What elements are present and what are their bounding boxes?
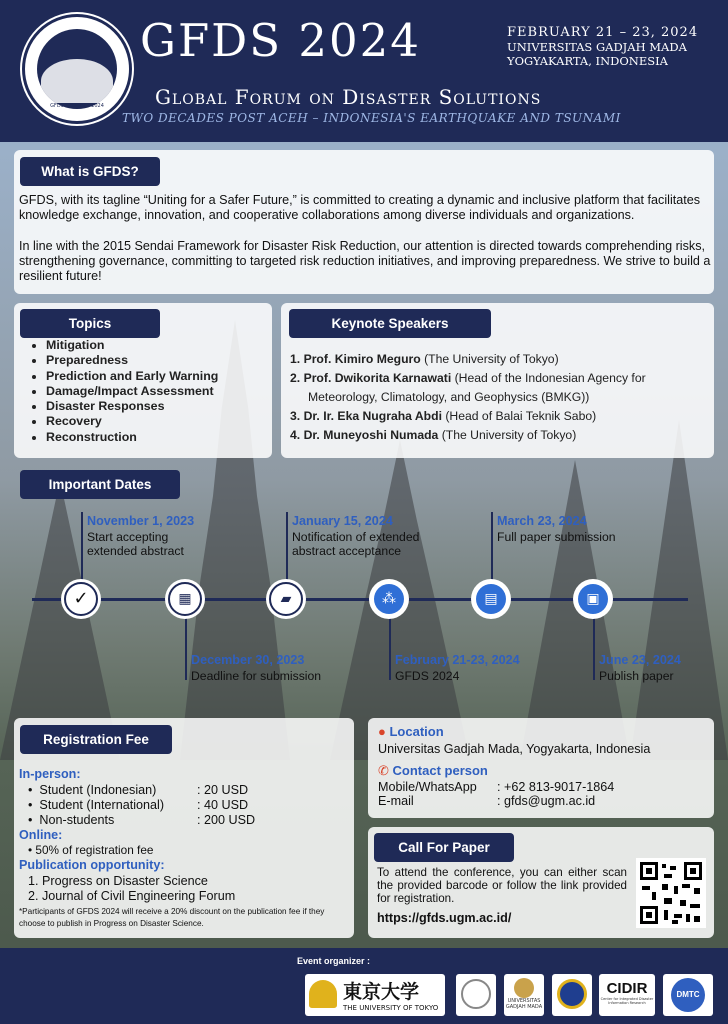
- pub-label-text: Publication opportunity:: [19, 858, 165, 872]
- logo-caption: GFDS Indonesia 2024: [50, 103, 104, 109]
- speaker-name: Prof. Dwikorita Karnawati: [303, 371, 452, 385]
- contact-heading: Contact person: [392, 763, 488, 778]
- tagline: TWO DECADES POST ACEH – INDONESIA'S EARTHQUAKE AND TSUNAMI: [122, 111, 621, 125]
- university-seal-icon: [461, 979, 491, 1009]
- ugm-name: UNIVERSITAS GADJAH MADA: [505, 998, 543, 1010]
- cfp-heading: Call For Paper: [374, 833, 514, 862]
- qr-code-graphic: [636, 858, 706, 928]
- topics-list: [30, 338, 218, 445]
- speakers-list: [290, 350, 715, 445]
- speaker-name: Dr. Muneyoshi Numada: [303, 428, 439, 442]
- tokyo-ginkgo-icon: [309, 980, 337, 1008]
- org-logo-4: [552, 974, 592, 1016]
- fee-value: : 20 USD: [197, 783, 249, 797]
- speaker-name: Dr. Ir. Eka Nugraha Abdi: [303, 409, 442, 423]
- timeline-node: [573, 579, 613, 619]
- fee-value: : 200 USD: [197, 813, 256, 827]
- header-banner: [0, 0, 728, 142]
- speaker-num: 1.: [290, 352, 301, 366]
- timeline-node: [266, 579, 306, 619]
- list-item: [290, 407, 715, 426]
- registration-heading: Registration Fee: [20, 725, 172, 754]
- phone-label: Mobile/WhatsApp: [378, 780, 477, 794]
- timeline-desc: [87, 530, 184, 558]
- location-pin-icon: ●: [378, 724, 386, 739]
- pub-label: [19, 858, 165, 873]
- topics-heading: Topics: [20, 309, 160, 338]
- location-heading: Location: [389, 724, 444, 739]
- timeline-node: [369, 579, 409, 619]
- dmtc-badge-icon: [671, 978, 705, 1012]
- venue-line2: YOGYAKARTA, INDONESIA: [507, 54, 668, 68]
- chat-bubbles-icon: ▰: [269, 582, 303, 616]
- speaker-num: 2.: [290, 371, 301, 385]
- cidir-name: CIDIR: [606, 980, 648, 997]
- fee-row: • Student (International): [28, 798, 165, 812]
- list-item: [290, 369, 715, 407]
- event-date: FEBRUARY 21 – 23, 2024: [507, 25, 699, 40]
- org-logo-tokyo: [305, 974, 445, 1016]
- qr-code[interactable]: [636, 858, 706, 928]
- what-is-para1: GFDS, with its tagline “Uniting for a Safer Future,” is committed to creating a dynamic and inclusive platform that facilitates knowledge exchange, innovation, and cooperative collaborations among diverse individuals and organizations.: [19, 193, 701, 222]
- org-logo-cidir: [599, 974, 655, 1016]
- newspaper-icon: ▤: [476, 584, 506, 614]
- timeline-date: December 30, 2023: [191, 653, 305, 667]
- timeline-date: March 23, 2024: [497, 514, 587, 528]
- fee-label: Student (International): [39, 798, 165, 812]
- list-item: • Preparedness: [46, 353, 218, 368]
- location-text: Universitas Gadjah Mada, Yogyakarta, Indonesia: [378, 742, 651, 756]
- what-is-heading: What is GFDS?: [20, 157, 160, 186]
- list-item: • Prediction and Early Warning: [46, 369, 218, 384]
- pub-item: 1. Progress on Disaster Science: [28, 874, 208, 888]
- org-logo-dmtc: [663, 974, 713, 1016]
- list-item: • Damage/Impact Assessment: [46, 384, 218, 399]
- timeline-date: February 21-23, 2024: [395, 653, 520, 667]
- pub-item: 2. Journal of Civil Engineering Forum: [28, 889, 236, 903]
- timeline-connector: [491, 512, 493, 582]
- timeline-date: January 15, 2024: [292, 514, 393, 528]
- what-is-para2: In line with the 2015 Sendai Framework for Disaster Risk Reduction, our attention is directed towards comprehending risks, strengthening governance, committing to targeted risk reduction initiatives, and improving preparedness. We strive to build a resilient future!: [19, 239, 711, 283]
- fee-row: • Student (Indonesian): [28, 783, 157, 797]
- dmtc-name: DMTC: [676, 990, 700, 999]
- list-item: • Disaster Responses: [46, 399, 218, 414]
- speaker-affil: (Head of the Indonesian Agency for Meteorology, Climatology, and Geophysics (BMKG)): [308, 371, 646, 404]
- email-label: E-mail: [378, 794, 414, 808]
- timeline-node: [61, 579, 101, 619]
- timeline-desc: GFDS 2024: [395, 669, 460, 683]
- online-label: [19, 828, 62, 843]
- email-value: : gfds@ugm.ac.id: [497, 794, 596, 808]
- timeline-connector: [593, 618, 595, 680]
- phone-value: : +62 813-9017-1864: [497, 780, 615, 794]
- list-item: • Recovery: [46, 414, 218, 429]
- page-title: GFDS 2024: [140, 14, 421, 67]
- inperson-label-text: In-person:: [19, 767, 81, 781]
- cfp-text: To attend the conference, you can either scan the provided barcode or follow the link provided for registration.: [377, 866, 627, 905]
- fee-value: : 40 USD: [197, 798, 249, 812]
- page-subtitle: Global Forum on Disaster Solutions: [155, 85, 542, 109]
- fee-row: • Non-students: [28, 813, 115, 827]
- timeline-date: June 23, 2024: [599, 653, 681, 667]
- online-item-text: 50% of registration fee: [35, 843, 154, 857]
- event-dates-venue: [507, 26, 698, 68]
- dates-heading: Important Dates: [20, 470, 180, 499]
- timeline-desc-line: Start accepting: [87, 530, 169, 544]
- contact-heading-row: [378, 763, 488, 778]
- timeline-date: November 1, 2023: [87, 514, 195, 528]
- list-item: [290, 350, 715, 369]
- tokyo-name-en: THE UNIVERSITY OF TOKYO: [343, 1004, 439, 1012]
- venue-line1: UNIVERSITAS GADJAH MADA: [507, 40, 687, 54]
- inperson-label: [19, 767, 81, 782]
- registration-link[interactable]: [377, 911, 511, 926]
- network-icon: ⁂: [374, 584, 404, 614]
- tokyo-name-jp: 東京大学: [343, 981, 420, 1003]
- speaker-name: Prof. Kimiro Meguro: [303, 352, 421, 366]
- gfds-logo: [22, 14, 132, 124]
- timeline-desc-line: Notification of extended: [292, 530, 420, 544]
- cidir-subtitle: Center for Integrated Disaster Information Research: [600, 997, 654, 1005]
- faculty-emblem-icon: [557, 979, 587, 1009]
- timeline-desc: Deadline for submission: [191, 669, 322, 683]
- registration-link-text[interactable]: https://gfds.ugm.ac.id/: [377, 911, 512, 925]
- speaker-affil: (The University of Tokyo): [438, 428, 577, 442]
- timeline-connector: [389, 618, 391, 680]
- timeline-node: [471, 579, 511, 619]
- tsunami-wave-icon: [37, 29, 117, 109]
- calendar-icon: ▦: [168, 582, 202, 616]
- list-item: • Reconstruction: [46, 430, 218, 445]
- online-label-text: Online:: [19, 828, 63, 842]
- open-book-icon: ▣: [578, 584, 608, 614]
- location-heading-row: [378, 724, 444, 739]
- timeline-desc-line: abstract acceptance: [292, 544, 402, 558]
- speaker-affil: (Head of Balai Teknik Sabo): [441, 409, 597, 423]
- speaker-num: 3.: [290, 409, 301, 423]
- fee-label: Non-students: [39, 813, 115, 827]
- org-logo-2: [456, 974, 496, 1016]
- organizer-label: Event organizer :: [297, 956, 371, 966]
- org-logo-ugm: [504, 974, 544, 1016]
- timeline-desc: [292, 530, 419, 558]
- timeline-connector: [81, 512, 83, 582]
- keynote-heading: Keynote Speakers: [289, 309, 491, 338]
- list-item: [290, 426, 715, 445]
- timeline-desc: Full paper submission: [497, 530, 616, 544]
- phone-icon: ✆: [378, 763, 389, 778]
- ugm-seal-icon: [514, 978, 534, 998]
- timeline-desc: Publish paper: [599, 669, 674, 683]
- timeline-node: [165, 579, 205, 619]
- speaker-affil: (The University of Tokyo): [420, 352, 559, 366]
- online-item: • 50% of registration fee: [28, 843, 154, 857]
- checkmark-icon: ✓: [64, 582, 98, 616]
- speaker-num: 4.: [290, 428, 301, 442]
- fee-label: Student (Indonesian): [39, 783, 157, 797]
- timeline-desc-line: extended abstract: [87, 544, 184, 558]
- list-item: • Mitigation: [46, 338, 218, 353]
- pub-note: *Participants of GFDS 2024 will receive a 20% discount on the publication fee if they choose to publish in Progress on Disaster Science.: [19, 907, 325, 928]
- timeline-connector: [185, 618, 187, 680]
- timeline-connector: [286, 512, 288, 582]
